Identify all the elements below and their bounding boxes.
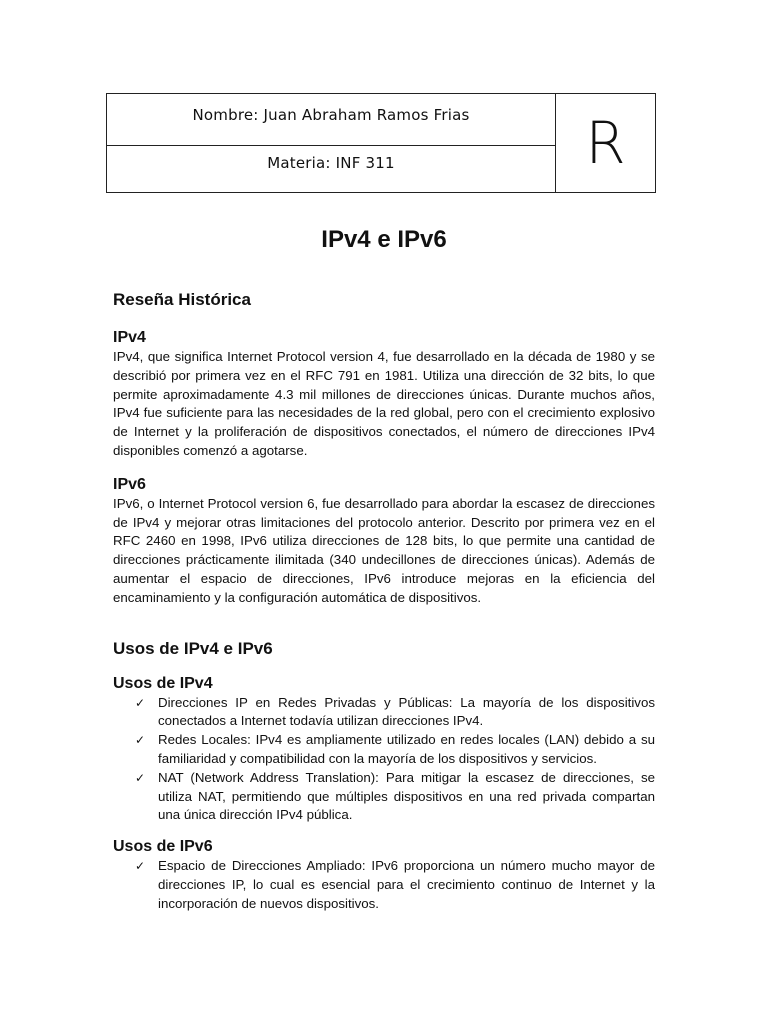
list-item: ✓ Redes Locales: IPv4 es ampliamente utilizado en redes locales (LAN) debido a su familiaridad y compatibilidad con la mayoría de los dispositivos y servicios. — [135, 732, 655, 766]
history-heading: Reseña Histórica — [113, 290, 251, 309]
uses-heading: Usos de IPv4 e IPv6 — [113, 638, 273, 658]
list-item: ✓ NAT (Network Address Translation): Para mitigar la escasez de direcciones, se utiliza NAT, permitiendo que múltiples dispositivos en una red privada compartan una única dirección IPv4 pública. — [135, 769, 655, 823]
header-letter: R — [585, 109, 626, 177]
subject-name: Materia: INF 311 — [107, 145, 555, 193]
header-table — [106, 93, 656, 193]
check-mark-icon: ✓ — [135, 859, 146, 874]
ipv6-history-text: IPv6, o Internet Protocol version 6, fue desarrollado para abordar la escasez de direcciones de IPv4 y mejorar otras limitaciones del protocolo anterior. Descrito por primera vez en el RFC 2460 en 1998, IPv6 utiliza direcciones de 128 bits, lo que permite una cantidad de direcciones prácticamente ilimitada (340 undecillones de direcciones únicas). Además de aumentar el espacio de direcciones, IPv6 introduce mejoras en la eficiencia del encaminamiento y la configuración automática de dispositivos. — [113, 495, 655, 605]
document-title: IPv4 e IPv6 — [321, 226, 447, 253]
ipv6-uses-list — [113, 857, 655, 913]
check-mark-icon: ✓ — [135, 770, 146, 785]
ipv4-history-text: IPv4, que significa Internet Protocol version 4, fue desarrollado en la década de 1980 y se describió por primera vez en el RFC 791 en 1981. Utiliza una dirección de 32 bits, lo que permite aproximadamente 4.3 mil millones de direcciones únicas. Durante muchos años, IPv4 fue suficiente para las necesidades de la red global, pero con el crecimiento explosivo de Internet y la proliferación de dispositivos conectados, el número de direcciones IPv4 disponibles comenzó a agotarse. — [113, 349, 655, 458]
ipv6-history-heading: IPv6 — [113, 475, 146, 493]
document-body — [113, 289, 655, 914]
list-item: ✓ Direcciones IP en Redes Privadas y Públicas: La mayoría de los dispositivos conectados a Internet todavía utilizan direcciones IPv4. — [135, 694, 655, 729]
ipv6-uses-heading: Usos de IPv6 — [113, 838, 213, 856]
list-item: ✓ Espacio de Direcciones Ampliado: IPv6 proporciona un número mucho mayor de direcciones IP, lo cual es esencial para el crecimiento continuo de Internet y la incorporación de nuevos dispositivos. — [135, 858, 655, 911]
ipv4-uses-list — [113, 694, 655, 826]
ipv4-history-heading: IPv4 — [113, 329, 146, 346]
check-mark-icon: ✓ — [135, 695, 146, 710]
ipv4-uses-heading: Usos de IPv4 — [113, 674, 213, 692]
check-mark-icon: ✓ — [135, 733, 146, 748]
student-name: Nombre: Juan Abraham Ramos Frias — [192, 106, 470, 124]
header-left-column — [107, 94, 556, 192]
